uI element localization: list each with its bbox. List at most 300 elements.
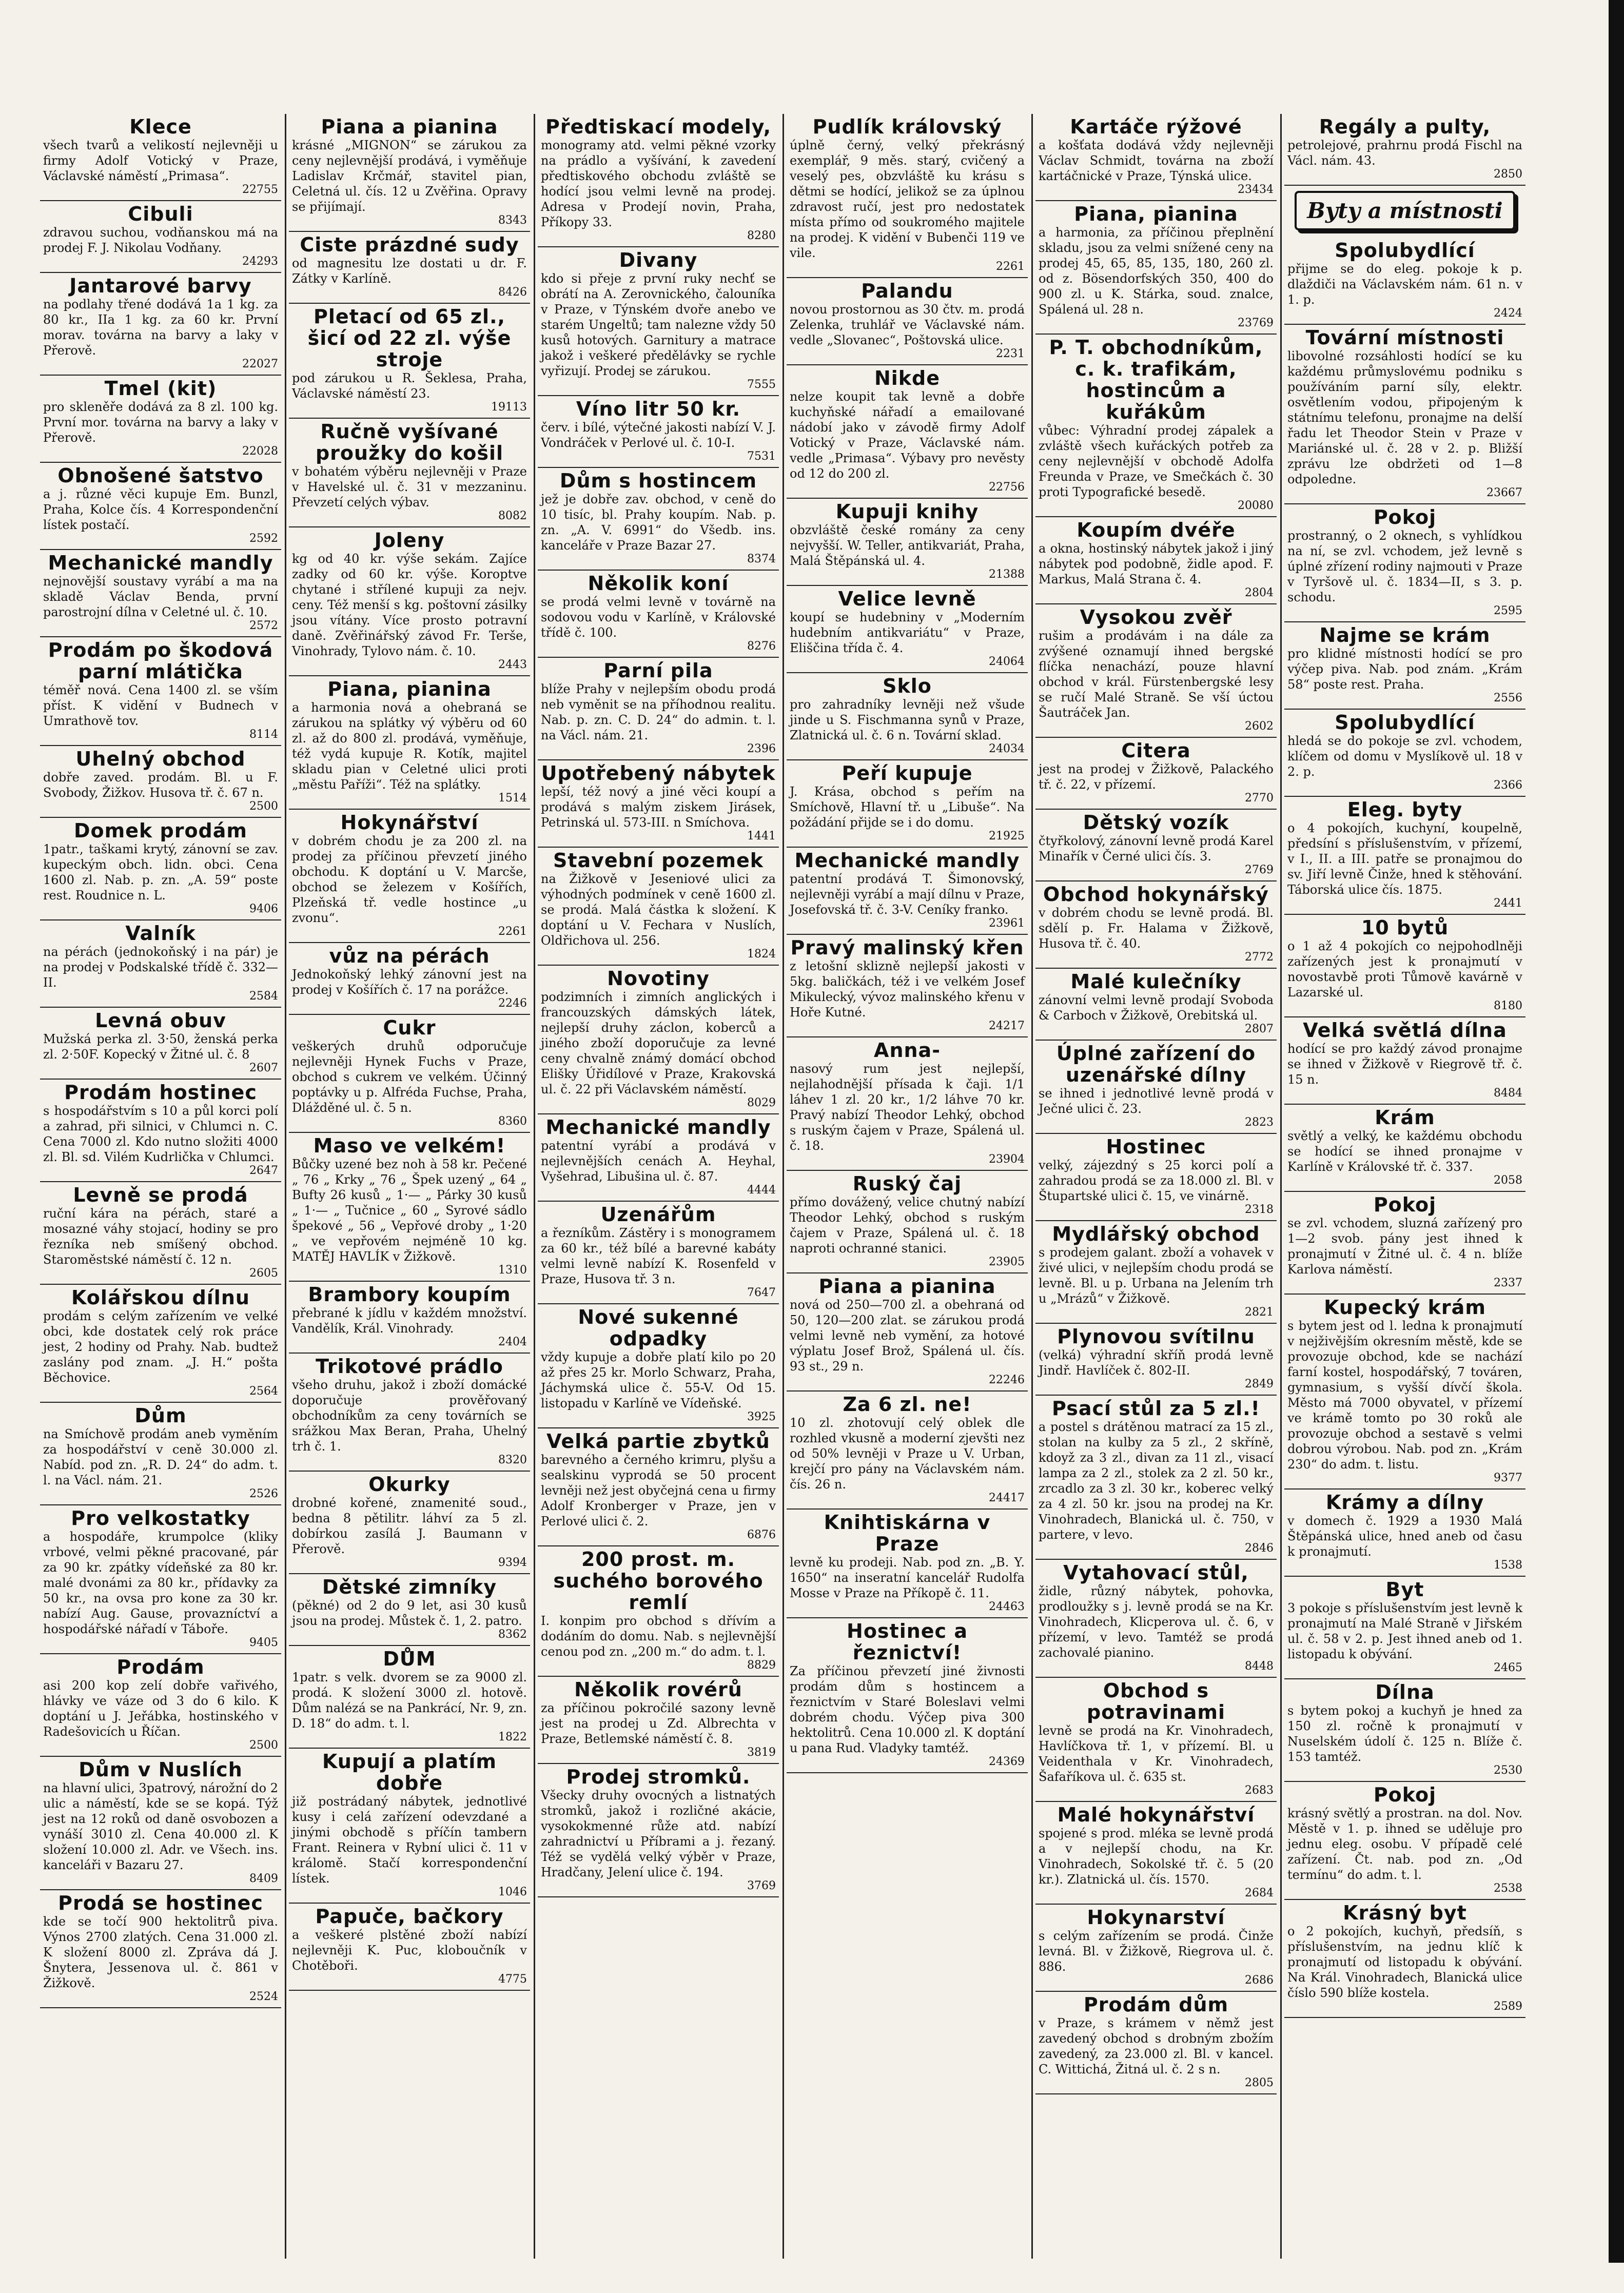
ad-text: židle, různý nábytek, pohovka, prodloužky s j. levně prodá se na Kr. Vinohradech, Klicperova ul. č. 6, v přízemí, v levo. Tamtéž se prodá zachovalé pianino. [1039, 1584, 1274, 1660]
ad-number: 8114 [249, 728, 278, 741]
ad-text: spojené s prod. mléka se levně prodá a v nejlepší chodu, na Kr. Vinohradech, Sokolské tř. č. 5 (20 kr.). Zlatnická ul. čís. 1570. [1039, 1826, 1274, 1887]
ad-text: v domech č. 1929 a 1930 Malá Štěpánská ulice, hned aneb od času k pronajmutí. [1287, 1514, 1522, 1559]
ad-text: (velká) výhradní skříň prodá levně Jindř. Havlíček č. 802-II. [1039, 1348, 1274, 1378]
ad-heading: Dílna [1375, 1681, 1435, 1703]
ad-number: 8362 [498, 1628, 527, 1641]
classified-ad [1284, 797, 1525, 915]
column [40, 114, 281, 2259]
classified-ad [538, 1546, 779, 1677]
ad-number: 8276 [747, 640, 776, 653]
ad-number: 8029 [747, 1096, 776, 1109]
ad-heading: Cukr [383, 1016, 436, 1039]
classified-ad [40, 273, 281, 376]
ad-number: 1441 [747, 830, 776, 842]
ad-number: 8180 [1494, 999, 1522, 1012]
ad-heading: Malé hokynářství [1057, 1804, 1255, 1826]
ad-text: s prodejem galant. zboží a vohavek v živé ulici, v nejlepším chodu prodá se levně. Bl. u p. Urbana na Jelením trh u „Mrázů“ v Žižkově. [1039, 1245, 1274, 1306]
ad-text: 10 zl. zhotovují celý oblek dle rozhled vkusně a moderní zjevšti nez od 50% levněji v Praze u V. Urban, krejčí pro pány na Václavském nám. čís. 26 n. [790, 1416, 1025, 1492]
ad-number: 2524 [249, 1990, 278, 2003]
ad-text: vždy kupuje a dobře platí kilo po 20 až přes 25 kr. Morlo Schwarz, Praha, Jáchymská ulice č. 55-V. Od 15. listopadu v Karlíně ve Vídeňské. [541, 1350, 776, 1410]
classified-ad [289, 1472, 530, 1574]
ad-text: zánovní velmi levně prodají Svoboda & Carboch v Žižkově, Orebitská ul. [1039, 993, 1274, 1023]
ad-heading: Pudlík královský [812, 115, 1002, 138]
ad-heading: P. T. obchodníkům, c. k. trafikám, hostincům a kuřákům [1049, 336, 1263, 423]
ad-heading: Mechanické mandly [48, 552, 273, 574]
classified-ad [289, 1646, 530, 1749]
ad-text: téměř nová. Cena 1400 zl. se vším příst. K vidění v Budnech v Umrathově tov. [43, 683, 278, 728]
ad-heading: Dům v Nuslích [79, 1758, 243, 1781]
ad-text: drobné kořené, znamenité soud., bedna 8 pětilitr. láhví za 5 zl. dobírkou zasílá J. Baumann v Přerově. [292, 1496, 527, 1556]
ad-number: 2526 [249, 1487, 278, 1500]
classified-ad [538, 658, 779, 760]
column [1284, 114, 1525, 2259]
classified-ad [538, 247, 779, 396]
ad-heading: Kolářskou dílnu [71, 1286, 250, 1309]
classified-ad [40, 746, 281, 818]
ad-text: za příčinou pokročilé sazony levně jest na prodej u Zd. Albrechta v Praze, Betlemské náměstí č. 8. [541, 1701, 776, 1746]
ad-number: 3925 [747, 1410, 776, 1423]
classified-ad [1035, 738, 1277, 810]
ad-number: 8343 [498, 214, 527, 227]
classified-ad [40, 114, 281, 201]
ad-text: krásný světlý a prostran. na dol. Nov. Městě v 1. p. ihned se uděluje pro jednu eleg. osobu. V případě celé zařízení. Čt. nab. pod zn. „Od termínu“ do adm. t. l. [1287, 1806, 1522, 1882]
classified-ad [787, 586, 1028, 673]
classified-ad [289, 943, 530, 1015]
ad-heading: Prodám dům [1083, 1993, 1229, 2016]
ad-number: 24034 [989, 742, 1025, 755]
ad-text: veškerých druhů odporučuje nejlevněji Hynek Fuchs v Praze, obchod s cukrem ve velkém. Účinný poptávky u p. Alfréda Fuchse, Praha, Dlážděné ul. č. 5 n. [292, 1039, 527, 1115]
ad-heading: Uhelný obchod [75, 748, 246, 770]
ad-text: Za příčinou převzetí jiné živnosti prodám dům s hostincem a řeznictvím v Staré Boleslavi velmi dobrém chodu. Výčep piva 300 hektolitrů. Cena 10.000 zl. K doptání u pana Rud. Vladyky tamtéž. [790, 1664, 1025, 1755]
ad-text: na hlavní ulici, 3patrový, nárožní do 2 ulic a náměstí, kde se se kopá. Týž jest na 12 roků od daně osvobozen a vynáší 3010 zl. Cena 40.000 zl. K složení 10.000 zl. Adr. ve Všech. ins. kanceláři v Bazaru 27. [43, 1781, 278, 1872]
ad-heading: Upotřebený nábytek [541, 762, 776, 785]
ad-number: 24293 [242, 255, 278, 268]
ad-text: přebrané k jídlu v každém množství. Vandělík, Král. Vinohrady. [292, 1306, 527, 1336]
classified-ad [289, 419, 530, 527]
ad-heading: Najme se krám [1319, 624, 1491, 646]
ad-number: 3769 [747, 1879, 776, 1892]
classified-ad [1035, 1905, 1277, 1992]
ad-text: s hospodářstvím s 10 a půl korci polí a zahrad, při silnici, v Chlumci n. C. Cena 7000 zl. Kdo nutno složiti 4000 zl. Bl. sd. Vilém Kudrlička v Chlumci. [43, 1104, 278, 1164]
ad-number: 8280 [747, 229, 776, 242]
classified-ad [1035, 1221, 1277, 1324]
ad-number: 8409 [249, 1872, 278, 1885]
ad-number: 9405 [249, 1636, 278, 1649]
ad-text: nasový rum jest nejlepší, nejlahodnější přísada k čaji. 1/1 láhev 1 zl. 20 kr., 1/2 láhve 70 kr. Pravý nabízí Theodor Lehký, obchod s ruským čajem v Praze, Spálená ul. č. 18. [790, 1062, 1025, 1153]
ad-heading: Mechanické mandly [794, 849, 1020, 872]
classified-ad [1284, 504, 1525, 622]
ad-number: 8484 [1494, 1087, 1522, 1100]
ad-number: 23667 [1486, 486, 1522, 499]
ad-number: 2772 [1245, 951, 1274, 964]
ad-text: velký, zájezdný s 25 korci polí a zahradou prodá se za 18.000 zl. Bl. v Štupartské ulici č. 15, ve vinárně. [1039, 1158, 1274, 1203]
ad-number: 2366 [1494, 779, 1522, 792]
classified-ad [538, 760, 779, 848]
ad-number: 8320 [498, 1454, 527, 1466]
classified-ad [40, 1505, 281, 1654]
ad-heading: Plynovou svítilnu [1057, 1325, 1255, 1348]
ad-heading: Prodám po škodová parní mlátička [48, 639, 273, 683]
ad-number: 9394 [498, 1556, 527, 1569]
ad-text: a harmonia, za příčinou přeplnění skladu, jsou za velmi snížené ceny na prodej 45, 65, 85, 135, 180, 260 zl. od z. Bösendorfských 350, 400 do 900 zl. u K. Stárka, soud. znalce, Spálená ul. 28 n. [1039, 225, 1274, 317]
ad-heading: DŮM [383, 1648, 436, 1670]
classified-ad [538, 1677, 779, 1764]
ad-heading: Parní pila [603, 659, 713, 682]
ad-heading: Nové sukenné odpadky [578, 1306, 739, 1350]
ad-heading: Trikotové prádlo [316, 1355, 503, 1378]
ad-heading: Pletací od 65 zl., šicí od 22 zl. výše stroje [307, 305, 512, 371]
classified-ad [289, 527, 530, 676]
ad-heading: Velice levně [838, 587, 976, 610]
ad-text: pro skleněře dodává za 8 zl. 100 kg. První mor. továrna na barvy a laky v Přerově. [43, 400, 278, 445]
ad-number: 7647 [747, 1286, 776, 1299]
ad-heading: Ciste prázdné sudy [300, 233, 519, 256]
ad-number: 23905 [989, 1256, 1025, 1268]
ad-heading: Krásný byt [1343, 1902, 1467, 1924]
ad-text: monogramy atd. velmi pěkné vzorky na prádlo a vyšívání, k zavedení předtiskového obchodu zvláště se hodící jsou velmi levně na prodej. Adresa v Prodejí novin, Praha, Příkopy 33. [541, 138, 776, 229]
ad-text: nejnovější soustavy vyrábí a ma na skladě Václav Benda, první parostrojní dílna v Celetné ul. č. 10. [43, 574, 278, 619]
ad-number: 1310 [498, 1264, 527, 1277]
ad-text: ruční kára na pérách, staré a mosazné váhy stojací, hodiny se pro řezníka neb smíšený obchod. Staroměstské náměstí č. 12 n. [43, 1206, 278, 1267]
ad-heading: Byt [1385, 1578, 1424, 1601]
ad-text: na pérách (jednokoňský i na pár) je na prodej v Podskalské třídě č. 332—II. [43, 945, 278, 990]
ad-number: 2807 [1245, 1023, 1274, 1035]
classified-ad [1284, 1577, 1525, 1679]
ad-heading: Eleg. byty [1347, 798, 1463, 821]
ad-text: kg od 40 kr. výše sekám. Zajíce zadky od 60 kr. výše. Koroptve chytané i střílené kupuji za nejv. ceny. Též menší s kg. poštovní zásilky jsou vítány. Více prosto potravní daně. Zvěřinářský závod Fr. Terše, Vinohrady, Tylovo nám. č. 10. [292, 552, 527, 658]
ad-number: 3819 [747, 1746, 776, 1759]
classified-ad [538, 1114, 779, 1202]
ad-number: 24369 [989, 1755, 1025, 1768]
ad-heading: Spolubydlící [1335, 239, 1475, 262]
ad-text: pro klidné místnosti hodící se pro výčep piva. Nab. pod znám. „Krám 58“ poste rest. Praha. [1287, 646, 1522, 692]
classified-ad [787, 1273, 1028, 1392]
ad-text: hledá se do pokoje se zvl. vchodem, klíčem od domu v Myslíkově ul. 18 v 2. p. [1287, 734, 1522, 779]
ad-heading: Úplné zařízení do uzenářské dílny [1056, 1042, 1256, 1086]
ad-heading: Divany [619, 249, 698, 271]
ad-heading: Kupuji knihy [835, 500, 979, 523]
ad-heading: Malé kulečníky [1070, 970, 1242, 993]
classified-ad [538, 1304, 779, 1428]
classified-ad [289, 1749, 530, 1904]
ad-text: úplně černý, velký překrásný exemplář, 9 měs. starý, cvičený a veselý pes, obzvláště ku krásu s dětmi se hodící, jelikož se za úplnou zdravost ručí, jest pro nedostatek místa přímo od soukromého majitele na prodej. K vidění v Bubenči 119 ve vile. [790, 138, 1025, 260]
classified-ad [289, 304, 530, 419]
classified-ad [40, 1182, 281, 1285]
classified-ad [40, 1008, 281, 1080]
column [1035, 114, 1277, 2259]
classified-ad [1035, 1134, 1277, 1221]
ad-heading: Dětský vozík [1083, 811, 1229, 834]
ad-number: 2246 [498, 997, 527, 1010]
ad-text: hodící se pro každý závod pronajme se ihned v Žižkově v Riegrově tř. č. 15 n. [1287, 1042, 1522, 1087]
ad-heading: Za 6 zl. ne! [843, 1393, 972, 1416]
ad-number: 9406 [249, 903, 278, 915]
page-edge [1609, 0, 1624, 2293]
classified-ad [1284, 1295, 1525, 1490]
ad-number: 23904 [989, 1153, 1025, 1166]
classified-ad [1035, 810, 1277, 881]
classified-ad [40, 1080, 281, 1182]
classified-ad [538, 396, 779, 468]
ad-text: čtyřkolový, zánovní levně prodá Karel Minařík v Černé ulici čís. 3. [1039, 834, 1274, 864]
classified-ad [40, 1285, 281, 1403]
ad-number: 22756 [989, 481, 1025, 494]
ad-heading: Piana, pianina [327, 678, 492, 700]
classified-ad [1035, 969, 1277, 1041]
ad-text: pod zárukou u R. Šeklesa, Praha, Václavské náměstí 23. [292, 371, 527, 401]
ad-heading: Předtiskací modely, [545, 115, 772, 138]
ad-heading: Levně se prodá [73, 1184, 248, 1206]
classified-ad [1284, 238, 1525, 325]
ad-text: se prodá velmi levně v továrně na sodovou vodu v Karlíně, v Královské třídě č. 100. [541, 595, 776, 640]
classified-ad [1284, 1017, 1525, 1105]
ad-text: kdo si přeje z první ruky nechť se obrátí na A. Zerovnického, čalouníka v Praze, v Týnském dvoře anebo ve starém Ungeltů; tam nalezne vždy 50 kusů hotových. Garnitury a matrace jakož i veškeré předělávky se rychle vyřizují. Prodej se zárukou. [541, 271, 776, 378]
ad-heading: Sklo [883, 675, 932, 697]
classified-ad [40, 920, 281, 1008]
classified-ad [1284, 710, 1525, 797]
ad-heading: Piana a pianina [321, 115, 498, 138]
ad-heading: Okurky [368, 1473, 451, 1496]
ad-text: obzvláště české romány za ceny nejvyšší. W. Teller, antikvariát, Praha, Malá Štěpánská ul. 4. [790, 523, 1025, 568]
classified-ad [289, 1354, 530, 1472]
ad-text: dobře zaved. prodám. Bl. u F. Svobody, Žižkov. Husova tř. č. 67 n. [43, 770, 278, 800]
classified-ad [40, 550, 281, 637]
classified-ad [538, 114, 779, 247]
ad-number: 2530 [1494, 1764, 1522, 1777]
ad-heading: 10 bytů [1361, 916, 1449, 939]
classified-ad [1035, 1992, 1277, 2094]
ad-number: 24463 [989, 1600, 1025, 1613]
column-rule [534, 114, 535, 2259]
ad-heading: Koupím dvéře [1077, 519, 1236, 541]
ad-number: 8374 [747, 553, 776, 565]
ad-number: 2805 [1245, 2076, 1274, 2089]
ad-heading: Mydlářský obchod [1052, 1223, 1260, 1245]
ad-text: a veškeré plstěné zboží nabízí nejlevněji K. Puc, kloboučník v Chotěboři. [292, 1928, 527, 1973]
ad-heading: Krám [1375, 1106, 1435, 1129]
classified-ad [538, 1764, 779, 1897]
ad-number: 23769 [1238, 317, 1274, 329]
ad-heading: Piana a pianina [818, 1275, 996, 1298]
classified-ad [787, 278, 1028, 365]
ad-text: s celým zařízením se prodá. Činže levná. Bl. v Žižkově, Riegrova ul. č. 886. [1039, 1929, 1274, 1974]
ad-number: 8082 [498, 509, 527, 522]
ad-heading: Dům s hostincem [559, 469, 757, 492]
classified-ad [1284, 1782, 1525, 1900]
classified-ad [289, 1133, 530, 1282]
ad-number: 2424 [1494, 307, 1522, 320]
ad-heading: Papuče, bačkory [315, 1905, 504, 1928]
column-rule [782, 114, 784, 2259]
ad-number: 1824 [747, 948, 776, 961]
ad-text: o 1 až 4 pokojích co nejpohodlněji zařízených jest k pronajmutí v novostavbě proti Tůmově kavárně v Lazarské ul. [1287, 939, 1522, 999]
ad-text: I. konpim pro obchod s dřívím a dodáním do domu. Nab. s nejlevnější cenou pod zn. „200 m.“ do adm. t. l. [541, 1614, 776, 1659]
classified-ad [1284, 1900, 1525, 2018]
ad-heading: Několik rovérů [574, 1678, 742, 1701]
ad-number: 2584 [249, 990, 278, 1003]
ad-heading: Mechanické mandly [545, 1116, 771, 1139]
ad-text: přímo dovážený, velice chutný nabízí Theodor Lehký, obchod s ruským čajem v Praze, Spálená ul. č. 18 naproti ochranné stanici. [790, 1195, 1025, 1256]
ad-text: petrolejové, prahrnu prodá Fischl na Václ. nám. 43. [1287, 138, 1522, 168]
classified-ad [538, 1428, 779, 1546]
classified-ad [40, 376, 281, 463]
classified-ad [538, 1202, 779, 1304]
ad-text: prostranný, o 2 oknech, s vyhlídkou na ní, se zvl. vchodem, jež levně s úplné zřízení rodiny najmouti v Praze v Tyršově ul. č. 1834—II, s 3. p. schodu. [1287, 528, 1522, 604]
ad-text: a hospodáře, krumpolce (kliky vrbové, velmi pěkné pracované, pár za 90 kr. zpátky vídeňské za 80 kr. malé dvonámi za 80 kr., přídavky za 50 kr., na ovsa pro kone za 30 kr. nabízí Aug. Gause, provazníctví a hospodářské nářadí v Táboře. [43, 1530, 278, 1636]
ad-text: J. Krása, obchod s peřím na Smíchově, Hlavní tř. u „Libuše“. Na požádání přijde se i do domu. [790, 785, 1025, 830]
classified-ad [787, 365, 1028, 499]
ad-number: 2849 [1245, 1378, 1274, 1390]
ad-text: se ihned i jednotlivé levně prodá v Ječné ulici č. 23. [1039, 1086, 1274, 1116]
ad-text: všech tvarů a velikostí nejlevněji u firmy Adolf Votický v Praze, Václavské náměstí „Primasa“. [43, 138, 278, 183]
classified-ad [1035, 604, 1277, 738]
ad-text: červ. i bílé, výtečné jakosti nabízí V. J. Vondráček v Perlové ul. č. 10-I. [541, 420, 776, 450]
ad-text: světlý a velký, ke každému obchodu se hodící se ihned pronajme v Karlíně v Královské tř. č. 337. [1287, 1129, 1522, 1174]
ad-number: 2684 [1245, 1887, 1274, 1899]
classified-ad [787, 1037, 1028, 1171]
classified-ad [1035, 1678, 1277, 1802]
ad-heading: Nikde [874, 367, 941, 389]
classified-ad [787, 935, 1028, 1037]
ad-text: nelze koupit tak levně a dobře kuchyňské nářadí a emailované nádobí jako v závodě firmy Adolf Votický v Praze, Václavské nám. vedle „Primasa“. Výbavy pro nevěsty od 12 do 200 zl. [790, 389, 1025, 481]
ad-number: 2602 [1245, 720, 1274, 733]
ad-number: 24417 [989, 1492, 1025, 1504]
ad-heading: Pravý malinský křen [790, 936, 1024, 959]
ad-text: vůbec: Výhradní prodej zápalek a zvláště všech kuřáckých potřeb za ceny nejlevnější v obchodě Adolfa Freunda v Praze, ve Smečkách č. 30 proti Typografické besedě. [1039, 423, 1274, 499]
ad-heading: Peří kupuje [842, 762, 973, 785]
ad-text: o 4 pokojích, kuchyní, koupelně, předsíní s příslušenstvím, v přízemí, v I., II. a III. patře se pronajmou do sv. Jiří levně Činže, hned k stěhování. Táborská ulice čís. 1875. [1287, 821, 1522, 897]
ad-number: 22755 [242, 183, 278, 196]
ad-number: 2607 [249, 1062, 278, 1074]
ad-heading: Hostinec [1106, 1135, 1206, 1158]
ad-heading: Domek prodám [73, 819, 247, 842]
ad-heading: Piana, pianina [1074, 203, 1238, 225]
ad-number: 2556 [1494, 692, 1522, 704]
ad-heading: Prodám [116, 1656, 205, 1678]
column [787, 114, 1028, 2259]
ad-text: a řezníkům. Zástěry i s monogramem za 60 kr., též bílé a barevné kabáty velmi levně nabízí K. Rosenfeld v Praze, Husova tř. 3 n. [541, 1226, 776, 1286]
ad-text: 3 pokoje s příslušenstvím jest levně k pronajmutí na Malé Straně v Jiřském ul. č. 58 v 2. p. Jest ihned aneb od 1. listopadu k obývání. [1287, 1601, 1522, 1661]
classified-ad [787, 1510, 1028, 1618]
ad-heading: Prodá se hostinec [58, 1892, 263, 1914]
classified-ad [538, 966, 779, 1114]
ad-text: již postrádaný nábytek, jednotlivé kusy i celá zařízení odevzdané a jinými obchodě s příčín tambern Frant. Reinera v Rybní ulici č. 11 v králomě. Stačí korrespondenční lístek. [292, 1794, 527, 1886]
ad-number: 2396 [747, 742, 776, 755]
ad-text: Jednokoňský lehký zánovní jest na prodej v Košířích č. 17 na porážce. [292, 967, 527, 997]
classified-ad [1035, 881, 1277, 969]
ad-heading: Pro velkostatky [71, 1507, 250, 1530]
ad-number: 2058 [1494, 1174, 1522, 1187]
ad-text: pro zahradníky levněji než všude jinde u S. Fischmanna synů v Praze, Zlatnická ul. č. 6 n. Tovární sklad. [790, 697, 1025, 742]
classified-ad [1284, 114, 1525, 186]
ad-text: kde se točí 900 hektolitrů piva. Výnos 2700 zlatých. Cena 31.000 zl. K složení 8000 zl. Zpráva dá J. Šnytera, Jessenova ul. č. 861 v Žižkově. [43, 1914, 278, 1990]
ad-text: a j. různé věci kupuje Em. Bunzl, Praha, Kolce čís. 4 Korrespondenční lístek postačí. [43, 487, 278, 532]
ad-number: 20080 [1238, 499, 1274, 512]
classified-ad [289, 232, 530, 304]
classified-ad [1035, 1324, 1277, 1396]
classified-ad [40, 818, 281, 920]
ad-heading: Hokynarství [1087, 1906, 1225, 1929]
ad-text: v bohatém výběru nejlevněji v Praze v Havelské ul. č. 31 v mezzaninu. Převzetí celých výbav. [292, 464, 527, 509]
ad-heading: Obchod s potravinami [1087, 1679, 1225, 1723]
ad-text: krásné „MIGNON“ se zárukou za ceny nejlevnější prodává, i vyměňuje Ladislav Krčmář, stavitel pian, Celetná ul. čís. 12 u Zvěřina. Opravy se přijímají. [292, 138, 527, 214]
classified-ad [787, 673, 1028, 760]
classified-ad [289, 114, 530, 232]
ad-heading: Obnošené šatstvo [57, 464, 264, 487]
ad-heading: Hostinec a řeznictví! [847, 1620, 968, 1664]
ad-number: 2850 [1494, 168, 1522, 181]
classified-ad [538, 468, 779, 571]
ad-text: barevného a černého krimru, plyšu a sealskinu vyprodá se 50 procent levněji než jest obyčejná cena u firmy Adolf Kronberger v Praze, jen v Perlové ulici č. 2. [541, 1453, 776, 1528]
ad-heading: Joleny [374, 529, 445, 552]
ad-number: 4444 [747, 1184, 776, 1197]
ad-number: 2595 [1494, 604, 1522, 617]
ad-number: 2564 [249, 1385, 278, 1398]
ad-heading: Uzenářům [600, 1203, 716, 1226]
ad-heading: Víno litr 50 kr. [576, 398, 741, 420]
ad-text: Mužská perka zl. 3·50, ženská perka zl. 2·50F. Kopecký v Žitné ul. č. 8 [43, 1032, 278, 1062]
ad-text: Bůčky uzené bez noh à 58 kr. Pečené „ 76 „ Krky „ 76 „ Špek uzený „ 64 „ Bufty 26 kusů „ 1·— „ Párky 30 kusů „ 1·— „ Tučnice „ 60 „ Syrové sádlo špekové „ 56 „ Vepřové droby „ 1·20 „ ve vepřovém nejméně 10 kg. MATĚJ HAVLÍK v Žižkově. [292, 1157, 527, 1264]
ad-heading: Vysokou zvěř [1080, 606, 1232, 629]
ad-heading: Palandu [861, 280, 953, 302]
ad-number: 2769 [1245, 864, 1274, 876]
classified-ad [787, 760, 1028, 848]
ad-number: 2318 [1245, 1203, 1274, 1216]
classified-ad [1284, 325, 1525, 504]
classified-ad [787, 848, 1028, 935]
column-rule [1280, 114, 1282, 2259]
classified-ad [1284, 1490, 1525, 1577]
ad-number: 2231 [996, 347, 1025, 360]
ad-number: 2647 [249, 1164, 278, 1177]
ad-number: 2770 [1245, 792, 1274, 805]
ad-heading: Obchod hokynářský [1043, 883, 1269, 906]
ad-heading: Prodám hostinec [64, 1081, 257, 1104]
ad-text: a postel s drátěnou matrací za 15 zl., stolan na kulby za 5 zl., 2 skříně, kdoyž za 3 zl., divan za 11 zl., visací lampa za 2 zl., stolek za 2 zl. 50 kr., zrcadlo za 3 zl. 30 kr., koberec velký za 4 zl. 50 kr. jsou na prodej na Kr. Vinohradech, Blanická ul. č. 750, v partere, v levo. [1039, 1420, 1274, 1542]
ad-heading: Novotiny [607, 967, 710, 990]
classified-ad [1284, 1679, 1525, 1782]
ad-heading: Pokoj [1373, 1784, 1437, 1806]
ad-number: 22028 [242, 445, 278, 458]
ad-text: s bytem jest od l. ledna k pronajmutí v nejživějším okresním městě, kde se provozuje obchod, kde se nachází farní kostel, hospodářský, 7 továren, gymnasium, s vyšší dívčí škola. Město má 7000 obyvatel, v přízemí ve krámě tomto po 30 roků ale provozuje obchod a sestavě s velmi dobrou výrobou. Nab. pod zn. „Krám 230“ do adm. t. listu. [1287, 1319, 1522, 1472]
ad-number: 6876 [747, 1528, 776, 1541]
ad-text: blíže Prahy v nejlepším obodu prodá neb vyměnit se na příhodnou realitu. Nab. p. zn. C. D. 24“ do admin. t. l. na Václ. nám. 21. [541, 682, 776, 742]
ad-text: rušim a prodávám i na dále za zvýšené oznamují ihned bergské flíčka nenachází, pouze hlavní obchod v král. Fürstenbergské lesy se ručí Malé Straně. Se vší úctou Šautráček Jan. [1039, 629, 1274, 720]
ad-number: 2572 [249, 619, 278, 632]
ad-number: 2261 [498, 925, 527, 938]
ad-number: 7531 [747, 450, 776, 463]
ad-number: 8360 [498, 1115, 527, 1128]
ad-number: 2441 [1494, 897, 1522, 910]
classified-ad [40, 1654, 281, 1757]
classified-ad [787, 1618, 1028, 1773]
ad-text: a košťata dodává vždy nejlevněji Václav Schmidt, továrna na zboží kartáčnické v Praze, Týnská ulice. [1039, 138, 1274, 183]
ad-heading: Levná obuv [95, 1009, 226, 1032]
classified-ad [40, 1757, 281, 1890]
ad-number: 2592 [249, 532, 278, 545]
ad-number: 9377 [1494, 1472, 1522, 1484]
ad-number: 2500 [249, 800, 278, 813]
column-rule [285, 114, 286, 2259]
ad-number: 2804 [1245, 586, 1274, 599]
ad-heading: Brambory koupím [308, 1283, 511, 1306]
classified-ad [1035, 1802, 1277, 1905]
ad-text: podzimních i zimních anglických i francouzských dámských látek, nejlepší druhy záclon, koberců a jiného zboží doporučuje za levné ceny chvalně známý domácí obchod Elišky Úřidílové v Praze, Krakovská ul. č. 22 při Václavském náměstí. [541, 990, 776, 1096]
ad-heading: Kupují a platím dobře [322, 1750, 497, 1794]
classified-ad [40, 637, 281, 746]
bottom-margin [0, 2263, 1624, 2293]
ad-text: na Žižkově v Jeseniové ulici za výhodných podmínek v ceně 1600 zl. se prodá. Malá částka k složení. K doptání u V. Fechara v Nuslích, Oldřichova ul. 256. [541, 872, 776, 948]
